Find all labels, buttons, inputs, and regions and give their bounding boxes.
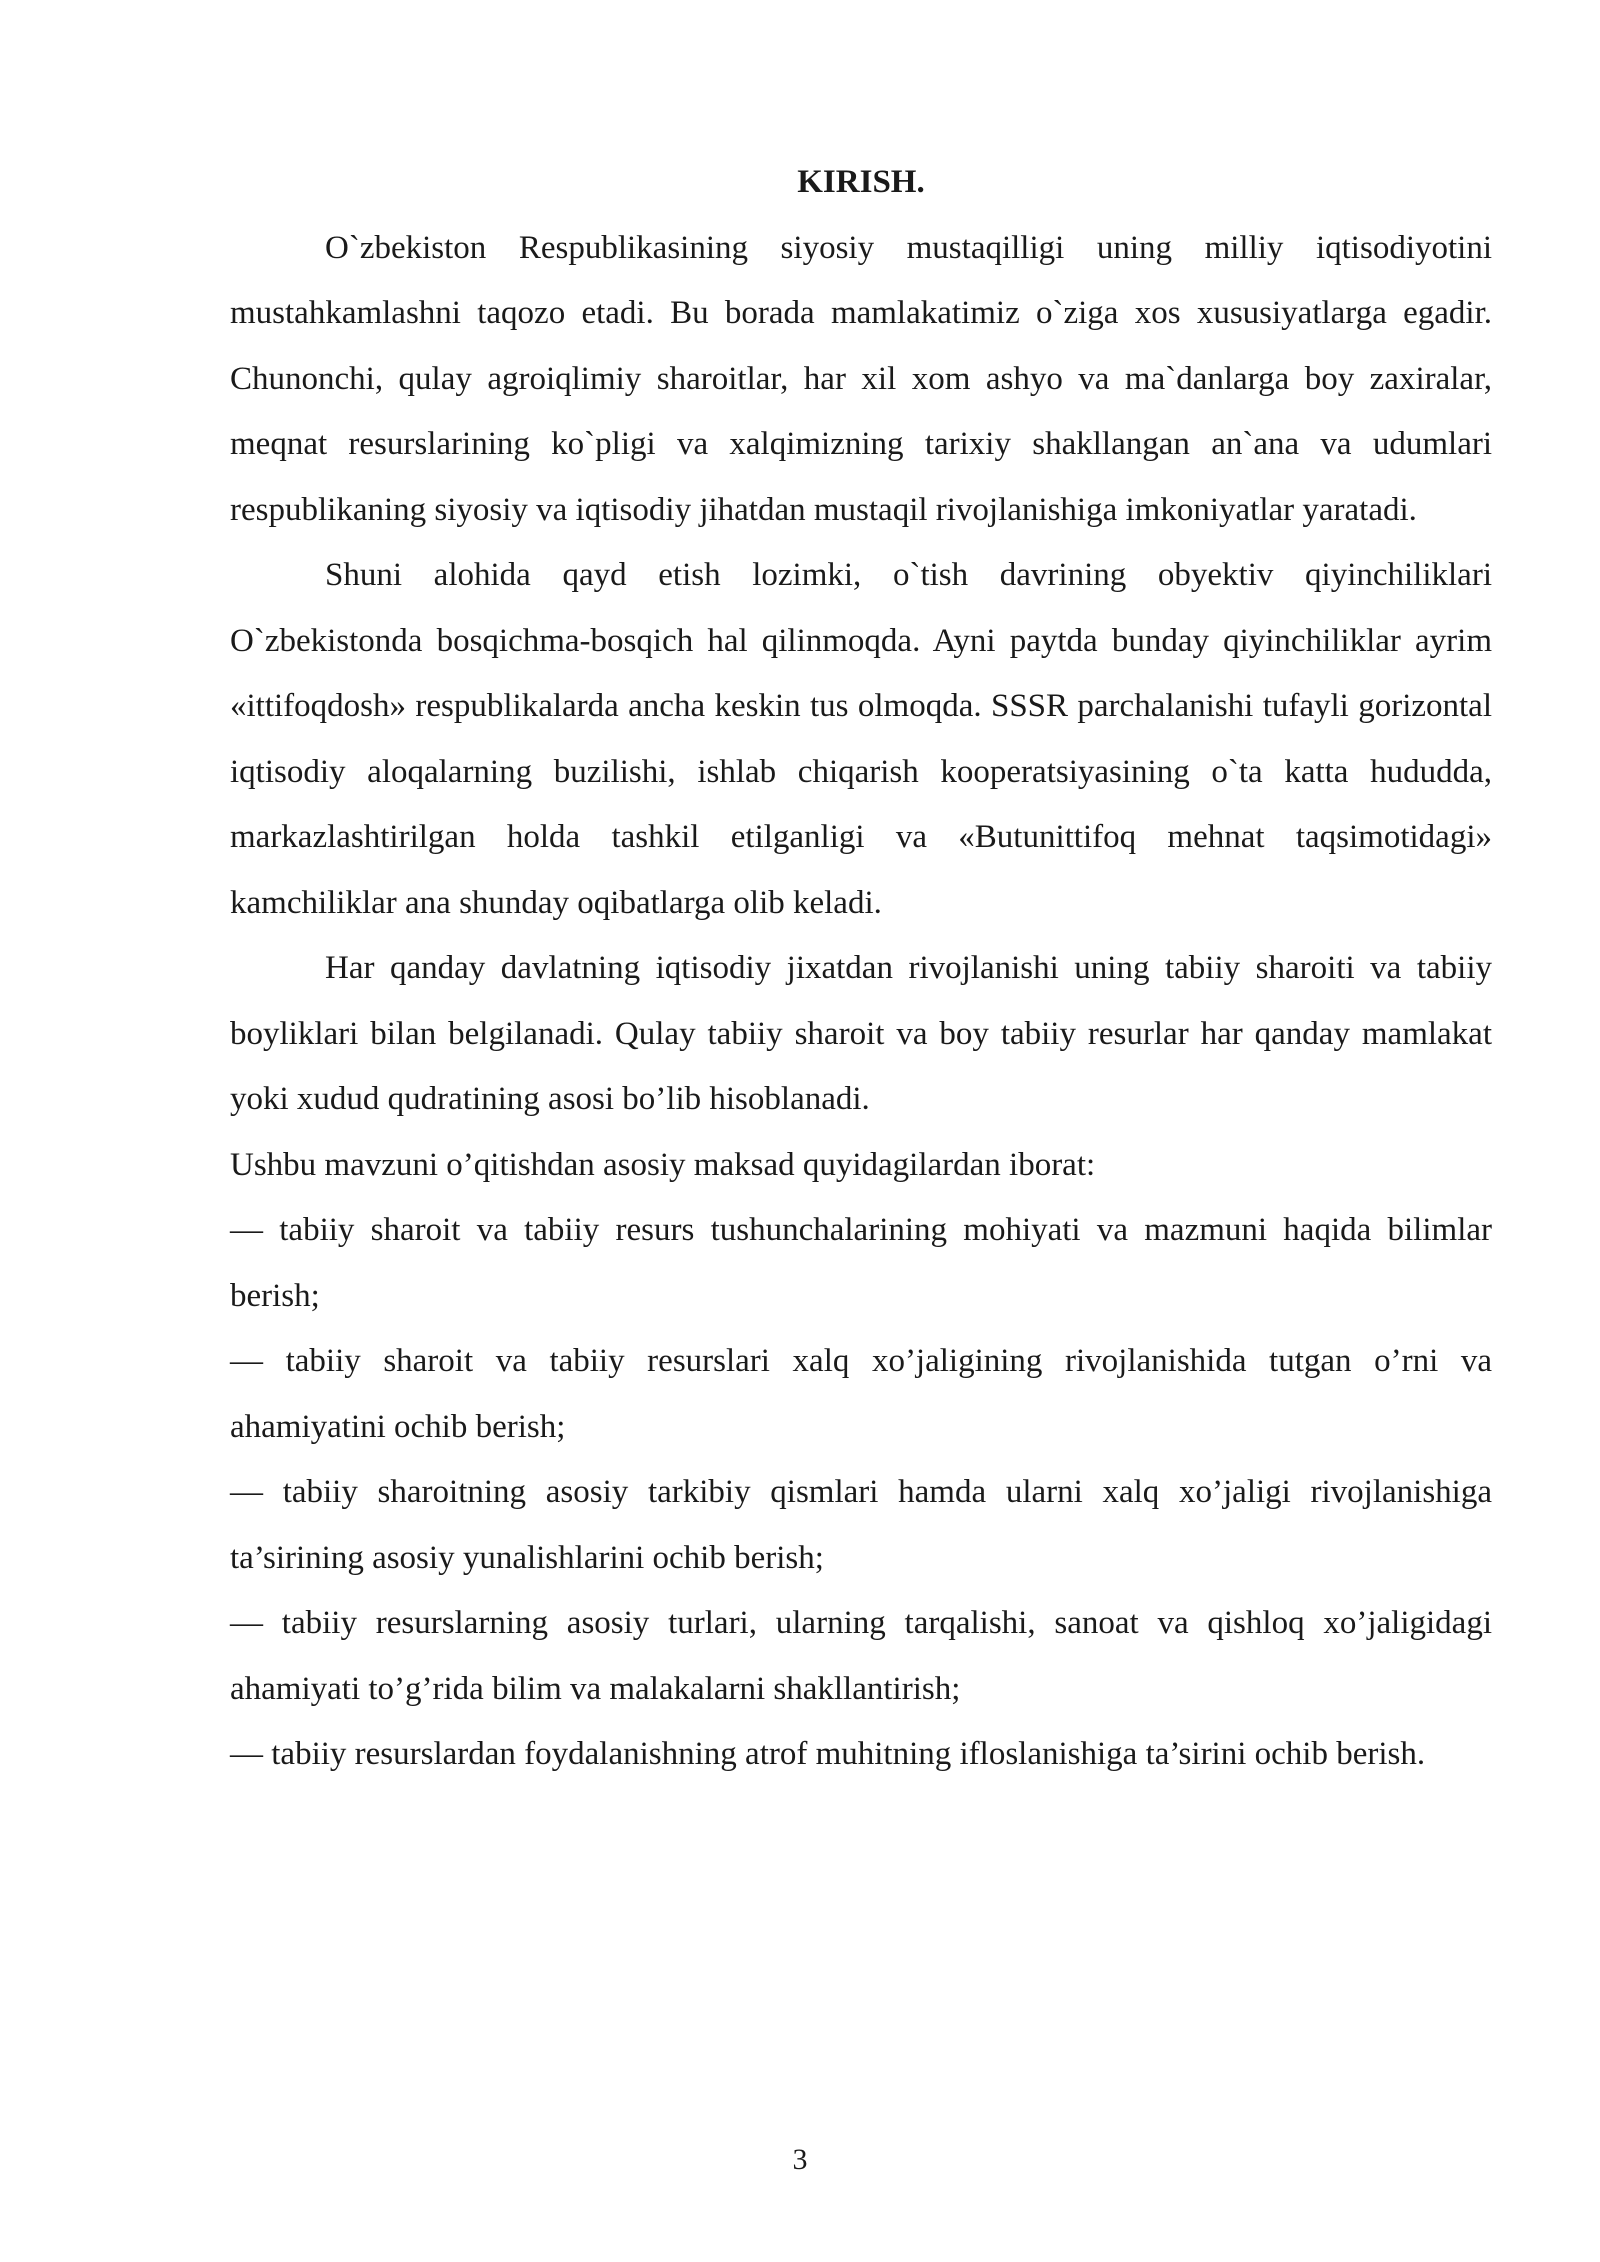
paragraph-2: Shuni alohida qayd etish lozimki, o`tish davrining obyektiv qiyinchiliklari O`zbekistonda bosqichma-bosqich hal qilinmoqda. Ayni paytda bunday qiyinchiliklar ayrim «ittifoqdosh» respublikalarda ancha keskin tus olmoqda. SSSR parchalanishi tufayli gorizontal iqtisodiy aloqalarning buzilishi, ishlab chiqarish kooperatsiyasining o`ta katta hududda, markazlashtirilgan holda tashkil etilganligi va «Butunittifoq mehnat taqsimotidagi» kamchiliklar ana shunday oqibatlarga olib keladi. — [230, 557, 1492, 921]
goal-item: — tabiiy resurslardan foydalanishning atrof muhitning ifloslanishiga ta’sirini ochib berish. — [230, 1736, 1426, 1772]
paragraph-1: O`zbekiston Respublikasining siyosiy mustaqilligi uning milliy iqtisodiyotini mustahkamlashni taqozo etadi. Bu borada mamlakatimiz o`ziga xos xususiyatlarga egadir. Chunonchi, qulay agroiqlimiy sharoitlar, har xil xom ashyo va ma`danlarga boy zaxiralar, meqnat resurslarining ko`pligi va xalqimizning tarixiy shakllangan an`ana va udumlari respublikaning siyosiy va iqtisodiy jihatdan mustaqil rivojlanishiga imkoniyatlar yaratadi. — [230, 229, 1492, 528]
document-page — [230, 150, 1492, 1788]
goal-item: — tabiiy sharoitning asosiy tarkibiy qismlari hamda ularni xalq xo’jaligi rivojlanishiga ta’sirining asosiy yunalishlarini ochib berish; — [230, 1474, 1492, 1576]
goal-item: — tabiiy resurslarning asosiy turlari, ularning tarqalishi, sanoat va qishloq xo’jaligidagi ahamiyati to’g’rida bilim va malakalarni shakllantirish; — [230, 1605, 1492, 1707]
goal-item: — tabiiy sharoit va tabiiy resurs tushunchalarining mohiyati va mazmuni haqida bilimlar berish; — [230, 1212, 1492, 1314]
document-title: KIRISH. — [797, 164, 925, 200]
paragraph-3: Har qanday davlatning iqtisodiy jixatdan rivojlanishi uning tabiiy sharoiti va tabiiy boyliklari bilan belgilanadi. Qulay tabiiy sharoit va boy tabiiy resurlar har qanday mamlakat yoki xudud qudratining asosi bo’lib hisoblanadi. — [230, 950, 1492, 1117]
goals-intro: Ushbu mavzuni o’qitishdan asosiy maksad quyidagilardan iborat: — [230, 1146, 1096, 1183]
page-number: 3 — [792, 2143, 808, 2176]
goals-list — [230, 1198, 1492, 1788]
goal-item: — tabiiy sharoit va tabiiy resurslari xalq xo’jaligining rivojlanishida tutgan o’rni va ahamiyatini ochib berish; — [230, 1343, 1492, 1445]
